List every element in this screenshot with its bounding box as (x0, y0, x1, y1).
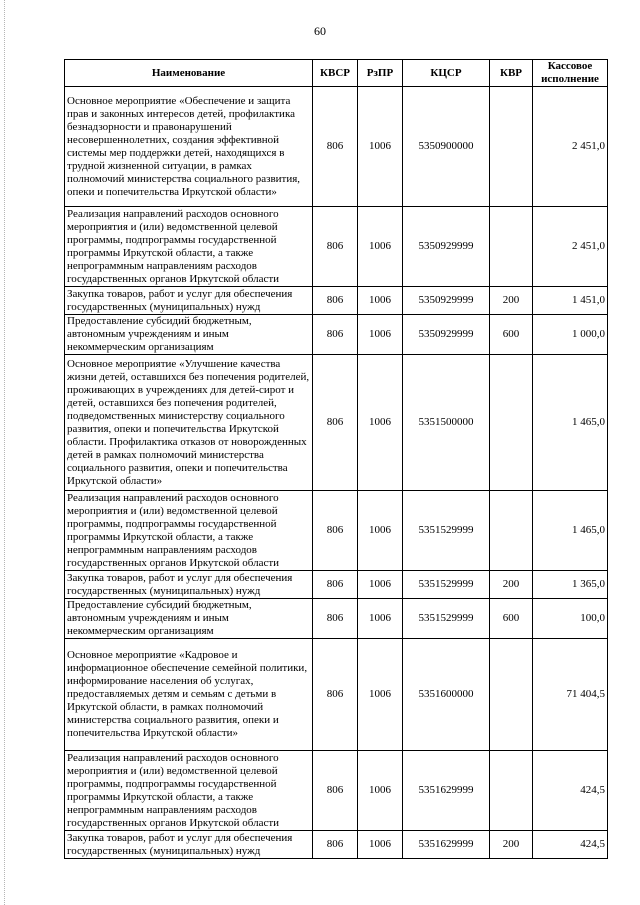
row-amount: 424,5 (533, 751, 608, 831)
row-amount: 71 404,5 (533, 639, 608, 751)
header-row (65, 60, 608, 87)
table-row (65, 639, 608, 751)
header-name: Наименование (65, 60, 313, 87)
row-kvsr: 806 (313, 491, 358, 571)
row-name: Закупка товаров, работ и услуг для обеспечения государственных (муниципальных) нужд (65, 571, 313, 599)
scan-edge (4, 0, 6, 905)
row-kcsr: 5350929999 (403, 287, 490, 315)
row-rzpr: 1006 (358, 599, 403, 639)
table-row (65, 287, 608, 315)
row-name: Основное мероприятие «Улучшение качества жизни детей, оставшихся без попечения родителей, проживающих в учреждениях для детей-сирот и детей, оставшихся без попечения родителей, подведомственных министерству социального развития, опеки и попечительства Иркутской области. Профилактика отказов от новорожденных детей в рамках полномочий министерства социального развития, опеки и попечительства Иркутской области» (65, 355, 313, 491)
row-rzpr: 1006 (358, 87, 403, 207)
row-kvsr: 806 (313, 639, 358, 751)
row-rzpr: 1006 (358, 355, 403, 491)
row-amount: 1 000,0 (533, 315, 608, 355)
row-amount: 1 465,0 (533, 355, 608, 491)
table-row (65, 751, 608, 831)
row-kcsr: 5351600000 (403, 639, 490, 751)
row-kvsr: 806 (313, 207, 358, 287)
row-kcsr: 5351629999 (403, 751, 490, 831)
row-name: Основное мероприятие «Кадровое и информационное обеспечение семейной политики, информирование населения об услугах, предоставляемых детям и семьям с детьми в Иркутской области, в рамках полномочий министерства социального развития, опеки и попечительства Иркутской области» (65, 639, 313, 751)
table-row (65, 491, 608, 571)
row-amount: 1 365,0 (533, 571, 608, 599)
row-name: Закупка товаров, работ и услуг для обеспечения государственных (муниципальных) нужд (65, 287, 313, 315)
header-kvsr: КВСР (313, 60, 358, 87)
row-kvsr: 806 (313, 571, 358, 599)
row-kvr: 200 (490, 831, 533, 859)
row-amount: 1 465,0 (533, 491, 608, 571)
row-kvsr: 806 (313, 355, 358, 491)
row-kcsr: 5350900000 (403, 87, 490, 207)
table-row (65, 87, 608, 207)
row-kvsr: 806 (313, 831, 358, 859)
table-row (65, 831, 608, 859)
row-rzpr: 1006 (358, 287, 403, 315)
row-rzpr: 1006 (358, 639, 403, 751)
row-rzpr: 1006 (358, 315, 403, 355)
row-name: Предоставление субсидий бюджетным, автономным учреждениям и иным некоммерческим организациям (65, 599, 313, 639)
row-rzpr: 1006 (358, 751, 403, 831)
row-kvr (490, 639, 533, 751)
row-kvr: 600 (490, 599, 533, 639)
row-kvsr: 806 (313, 87, 358, 207)
row-amount: 1 451,0 (533, 287, 608, 315)
table-row (65, 315, 608, 355)
row-name: Основное мероприятие «Обеспечение и защита прав и законных интересов детей, профилактика безнадзорности и правонарушений несовершеннолетних, создания эффективной системы мер поддержки детей, находящихся в трудной жизненной ситуации, в рамках полномочий министерства социального развития, опеки и попечительства Иркутской области» (65, 87, 313, 207)
table-row (65, 355, 608, 491)
page-number: 60 (314, 24, 326, 38)
header-rzpr: РзПР (358, 60, 403, 87)
row-kcsr: 5350929999 (403, 207, 490, 287)
row-kvr: 200 (490, 287, 533, 315)
row-kvr: 200 (490, 571, 533, 599)
row-kvr (490, 207, 533, 287)
row-kvr (490, 751, 533, 831)
row-name: Реализация направлений расходов основного мероприятия и (или) ведомственной целевой программы, подпрограммы государственной программы Иркутской области, а также непрограммным направлениям расходов государственных органов Иркутской области (65, 751, 313, 831)
row-rzpr: 1006 (358, 491, 403, 571)
row-name: Предоставление субсидий бюджетным, автономным учреждениям и иным некоммерческим организациям (65, 315, 313, 355)
row-rzpr: 1006 (358, 571, 403, 599)
header-kcsr: КЦСР (403, 60, 490, 87)
table-row (65, 599, 608, 639)
row-name: Реализация направлений расходов основного мероприятия и (или) ведомственной целевой программы, подпрограммы государственной программы Иркутской области, а также непрограммным направлениям расходов государственных органов Иркутской области (65, 207, 313, 287)
row-kvr (490, 87, 533, 207)
table-row (65, 207, 608, 287)
row-kcsr: 5351500000 (403, 355, 490, 491)
row-kcsr: 5351529999 (403, 571, 490, 599)
row-kvsr: 806 (313, 287, 358, 315)
header-kvr: КВР (490, 60, 533, 87)
row-amount: 100,0 (533, 599, 608, 639)
table-row (65, 571, 608, 599)
row-name: Закупка товаров, работ и услуг для обеспечения государственных (муниципальных) нужд (65, 831, 313, 859)
row-rzpr: 1006 (358, 207, 403, 287)
row-kvr: 600 (490, 315, 533, 355)
row-kvr (490, 355, 533, 491)
row-kvsr: 806 (313, 315, 358, 355)
row-kcsr: 5351529999 (403, 599, 490, 639)
budget-table (64, 59, 608, 859)
row-kcsr: 5351629999 (403, 831, 490, 859)
header-amount: Кассовое исполнение (533, 60, 608, 87)
row-kvsr: 806 (313, 599, 358, 639)
row-kcsr: 5350929999 (403, 315, 490, 355)
row-kcsr: 5351529999 (403, 491, 490, 571)
row-amount: 424,5 (533, 831, 608, 859)
row-kvr (490, 491, 533, 571)
row-kvsr: 806 (313, 751, 358, 831)
row-amount: 2 451,0 (533, 87, 608, 207)
row-rzpr: 1006 (358, 831, 403, 859)
row-amount: 2 451,0 (533, 207, 608, 287)
row-name: Реализация направлений расходов основного мероприятия и (или) ведомственной целевой программы, подпрограммы государственной программы Иркутской области, а также непрограммным направлениям расходов государственных органов Иркутской области (65, 491, 313, 571)
